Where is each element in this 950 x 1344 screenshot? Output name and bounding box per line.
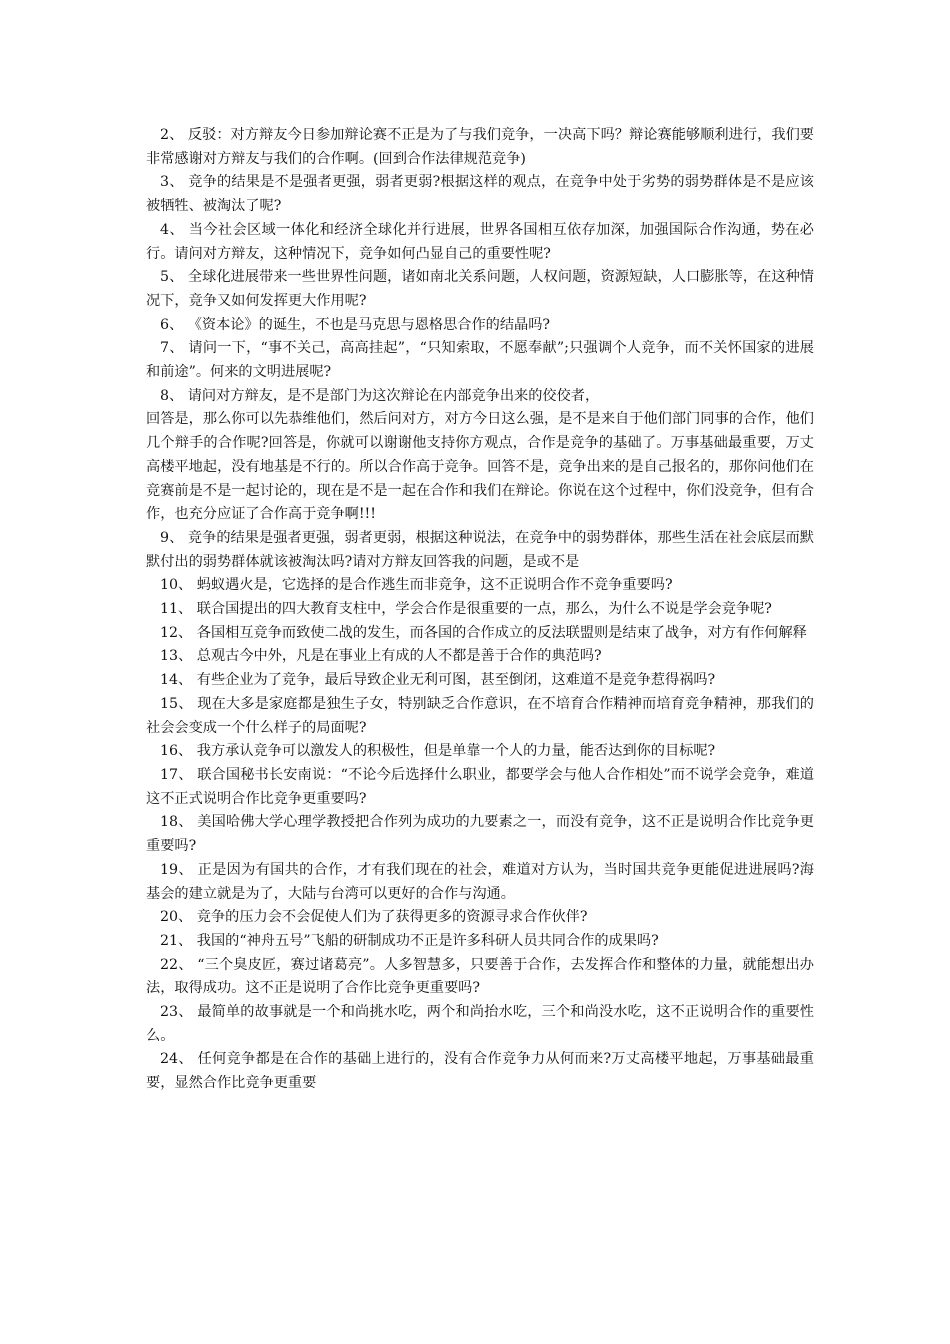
paragraph: 回答是，那么你可以先恭维他们，然后问对方，对方今日这么强，是不是来自于他们部门同事的合作，他们几个辩手的合作呢?回答是，你就可以谢谢他支持你方观点，合作是竞争的基础了。万事基础最重要，万丈高楼平地起，没有地基是不行的。所以合作高于竞争。回答不是，竞争出来的是自己报名的，那你问他们在竞赛前是不是一起讨论的，现在是不是一起在合作和我们在辩论。你说在这个过程中，你们没竞争，但有合作，也充分应证了合作高于竞争啊!!! — [146, 411, 814, 523]
paragraph: 21、 我国的“神舟五号”飞船的研制成功不正是许多科研人员共同合作的成果吗? — [160, 932, 659, 949]
paragraph: 9、 竞争的结果是强者更强，弱者更弱，根据这种说法，在竞争中的弱势群体，那些生活在社会底层而默默付出的弱势群体就该被淘汰吗?请对方辩友回答我的问题，是或不是 — [146, 529, 814, 570]
paragraph: 11、 联合国提出的四大教育支柱中，学会合作是很重要的一点，那么，为什么不说是学会竞争呢? — [160, 601, 772, 618]
paragraph: 4、 当今社会区域一体化和经济全球化并行进展，世界各国相互依存加深，加强国际合作沟通，势在必行。请问对方辩友，这种情况下，竞争如何凸显自己的重要性呢? — [146, 221, 814, 262]
paragraph: 14、 有些企业为了竞争，最后导致企业无利可图，甚至倒闭，这难道不是竞争惹得祸吗? — [160, 672, 716, 689]
paragraph: 12、 各国相互竞争而致使二战的发生，而各国的合作成立的反法联盟则是结束了战争，对方有作何解释 — [160, 624, 807, 641]
paragraph: 24、 任何竞争都是在合作的基础上进行的，没有合作竞争力从何而来?万丈高楼平地起，万事基础最重要，显然合作比竞争更重要 — [146, 1051, 814, 1092]
paragraph: 20、 竞争的压力会不会促使人们为了获得更多的资源寻求合作伙伴? — [160, 909, 588, 926]
paragraph: 5、 全球化进展带来一些世界性问题，诸如南北关系问题，人权问题，资源短缺，人口膨胀等，在这种情况下，竞争又如何发挥更大作用呢? — [146, 269, 814, 309]
paragraph: 10、 蚂蚁遇火是，它选择的是合作逃生而非竞争，这不正说明合作不竞争重要吗? — [160, 577, 673, 594]
paragraph: 6、 《资本论》的诞生，不也是马克思与恩格思合作的结晶吗? — [160, 316, 551, 333]
paragraph: 13、 总观古今中外，凡是在事业上有成的人不都是善于合作的典范吗? — [160, 648, 602, 665]
paragraph: 8、 请问对方辩友，是不是部门为这次辩论在内部竞争出来的佼佼者， — [160, 387, 600, 404]
paragraph: 3、 竞争的结果是不是强者更强，弱者更弱?根据这样的观点，在竞争中处于劣势的弱势群体是不是应该被牺牲、被淘汰了呢? — [146, 174, 814, 215]
paragraph: 23、 最简单的故事就是一个和尚挑水吃，两个和尚抬水吃，三个和尚没水吃，这不正说明合作的重要性么。 — [146, 1004, 814, 1044]
paragraph: 15、 现在大多是家庭都是独生子女，特别缺乏合作意识，在不培育合作精神而培育竞争精神，那我们的社会会变成一个什么样子的局面呢? — [146, 695, 814, 736]
paragraph: 19、 正是因为有国共的合作，才有我们现在的社会，难道对方认为，当时国共竞争更能促进进展吗?海基会的建立就是为了，大陆与台湾可以更好的合作与沟通。 — [146, 861, 814, 902]
paragraph: 22、 “三个臭皮匠，赛过诸葛亮”。人多智慧多，只要善于合作，去发挥合作和整体的力量，就能想出办法，取得成功。这不正是说明了合作比竞争更重要吗? — [146, 956, 814, 997]
paragraph: 16、 我方承认竞争可以激发人的积极性，但是单靠一个人的力量，能否达到你的目标呢? — [160, 743, 716, 760]
paragraph: 17、 联合国秘书长安南说：“不论今后选择什么职业，都要学会与他人合作相处”而不说学会竞争，难道这不正式说明合作比竞争更重要吗? — [146, 766, 814, 807]
paragraph: 7、 请问一下，“事不关己，高高挂起”，“只知索取，不愿奉献”;只强调个人竞争，而不关怀国家的进展和前途”。何来的文明进展呢? — [146, 340, 814, 381]
paragraph: 2、 反驳：对方辩友今日参加辩论赛不正是为了与我们竞争，一决高下吗？辩论赛能够顺利进行，我们要非常感谢对方辩友与我们的合作啊。(回到合作法律规范竞争) — [146, 127, 814, 167]
document-body — [146, 124, 814, 1096]
paragraph: 18、 美国哈佛大学心理学教授把合作列为成功的九要素之一，而没有竞争，这不正是说明合作比竞争更重要吗? — [146, 814, 814, 855]
